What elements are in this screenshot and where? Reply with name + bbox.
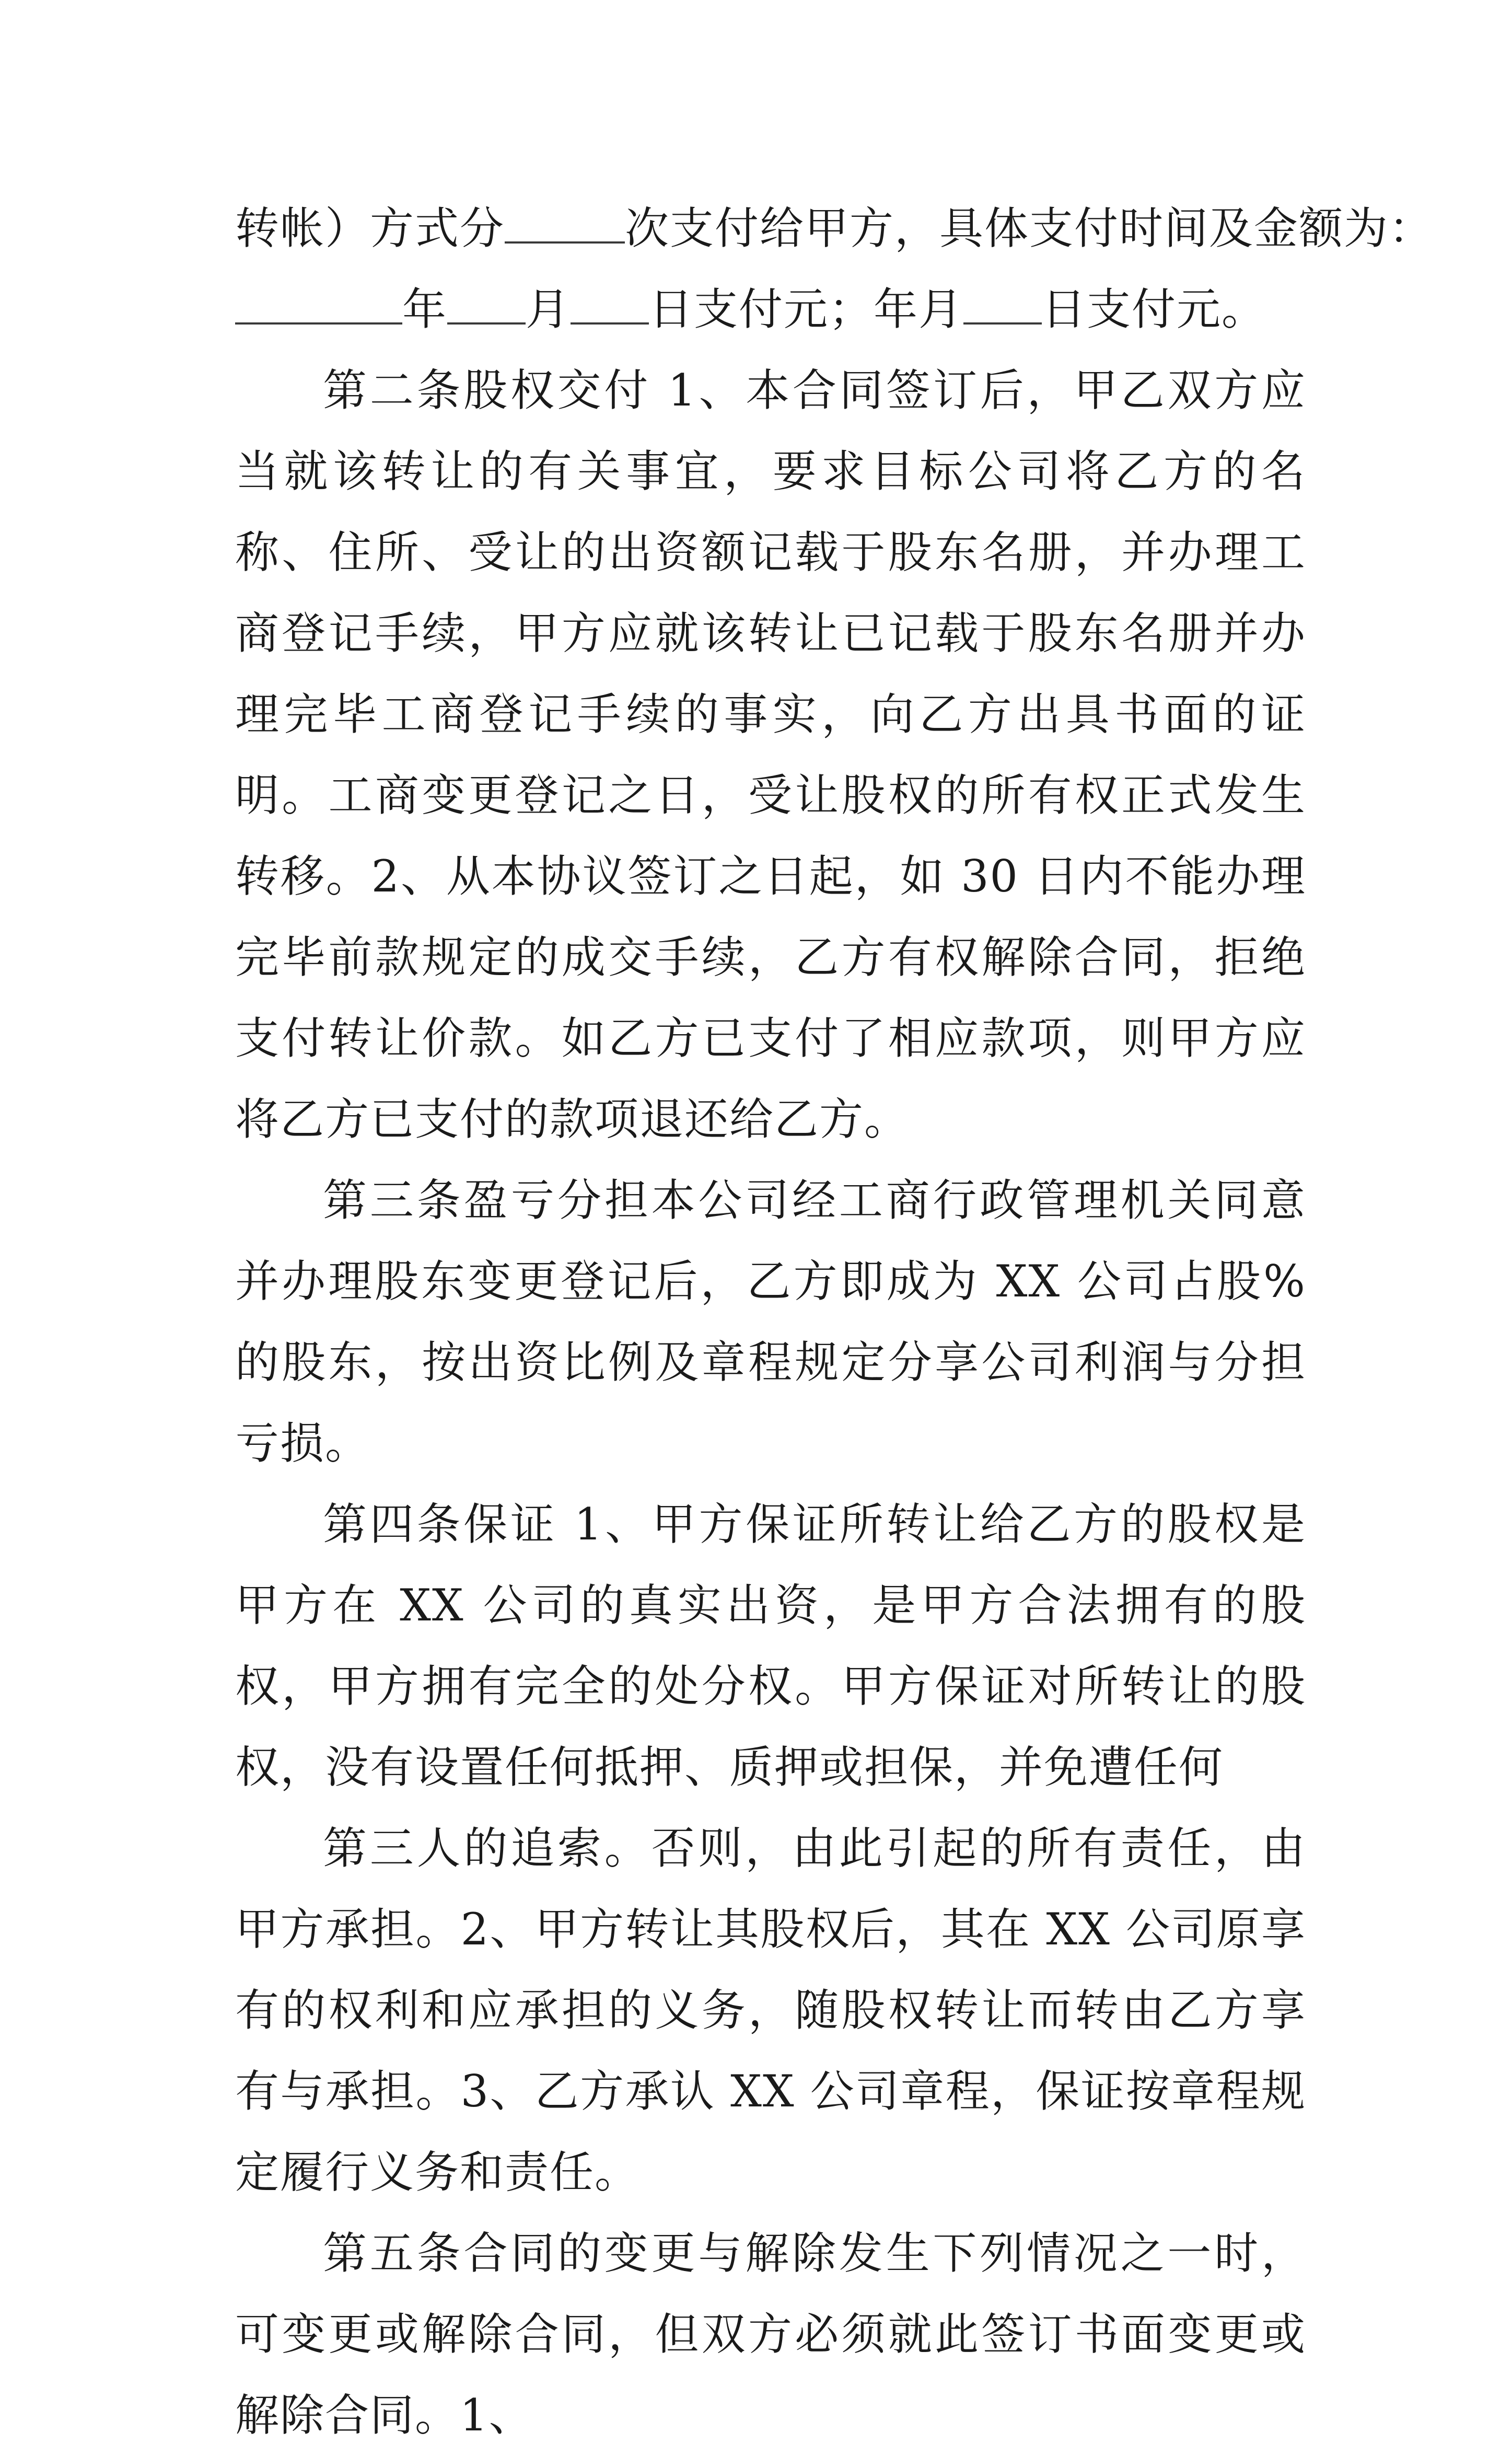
payment-line-2 <box>235 269 1306 350</box>
day-pay-label-1: 日支付元；年月 <box>649 284 964 335</box>
year-blank <box>235 286 402 325</box>
article-4-warranty-continued: 第三人的追索。否则，由此引起的所有责任，由甲方承担。2、甲方转让其股权后，其在 XX 公司原享有的权利和应承担的义务，随股权转让而转由乙方享有与承担。3、乙方承认 XX 公司章程，保证按章程规定履行义务和责任。 <box>235 1823 1306 2198</box>
article-5-amendment: 第五条合同的变更与解除发生下列情况之一时，可变更或解除合同，但双方必须就此签订书面变更或解除合同。1、 <box>235 2228 1306 2441</box>
article-3-profit-loss: 第三条盈亏分担本公司经工商行政管理机关同意并办理股东变更登记后，乙方即成为 XX 公司占股%的股东，按出资比例及章程规定分享公司利润与分担亏损。 <box>235 1175 1306 1469</box>
day-blank-1 <box>571 286 649 325</box>
day-pay-label-2: 日支付元。 <box>1042 284 1267 335</box>
document-body <box>235 188 1434 2456</box>
payment-terms-paragraph <box>235 188 1434 350</box>
year-label: 年 <box>402 284 448 335</box>
installments-blank <box>505 205 625 244</box>
article-4-warranty: 第四条保证 1、甲方保证所转让给乙方的股权是甲方在 XX 公司的真实出资，是甲方合法拥有的股权，甲方拥有完全的处分权。甲方保证对所转让的股权，没有设置任何抵押、质押或担保，并免遭任何 <box>235 1499 1306 1793</box>
payment-line-1 <box>235 188 1434 269</box>
month-label: 月 <box>526 284 571 335</box>
payment-middle: 次支付给甲方，具体支付时间及金额为： <box>625 203 1434 254</box>
day-blank-2 <box>963 286 1042 325</box>
month-blank <box>447 286 526 325</box>
payment-prefix: 转帐）方式分 <box>235 203 505 254</box>
article-2-equity-delivery: 第二条股权交付 1、本合同签订后，甲乙双方应当就该转让的有关事宜，要求目标公司将乙方的名称、住所、受让的出资额记载于股东名册，并办理工商登记手续，甲方应就该转让已记载于股东名册并办理完毕工商登记手续的事实，向乙方出具书面的证明。工商变更登记之日，受让股权的所有权正式发生转移。2、从本协议签订之日起，如 30 日内不能办理完毕前款规定的成交手续，乙方有权解除合同，拒绝支付转让价款。如乙方已支付了相应款项，则甲方应将乙方已支付的款项退还给乙方。 <box>235 365 1306 1145</box>
